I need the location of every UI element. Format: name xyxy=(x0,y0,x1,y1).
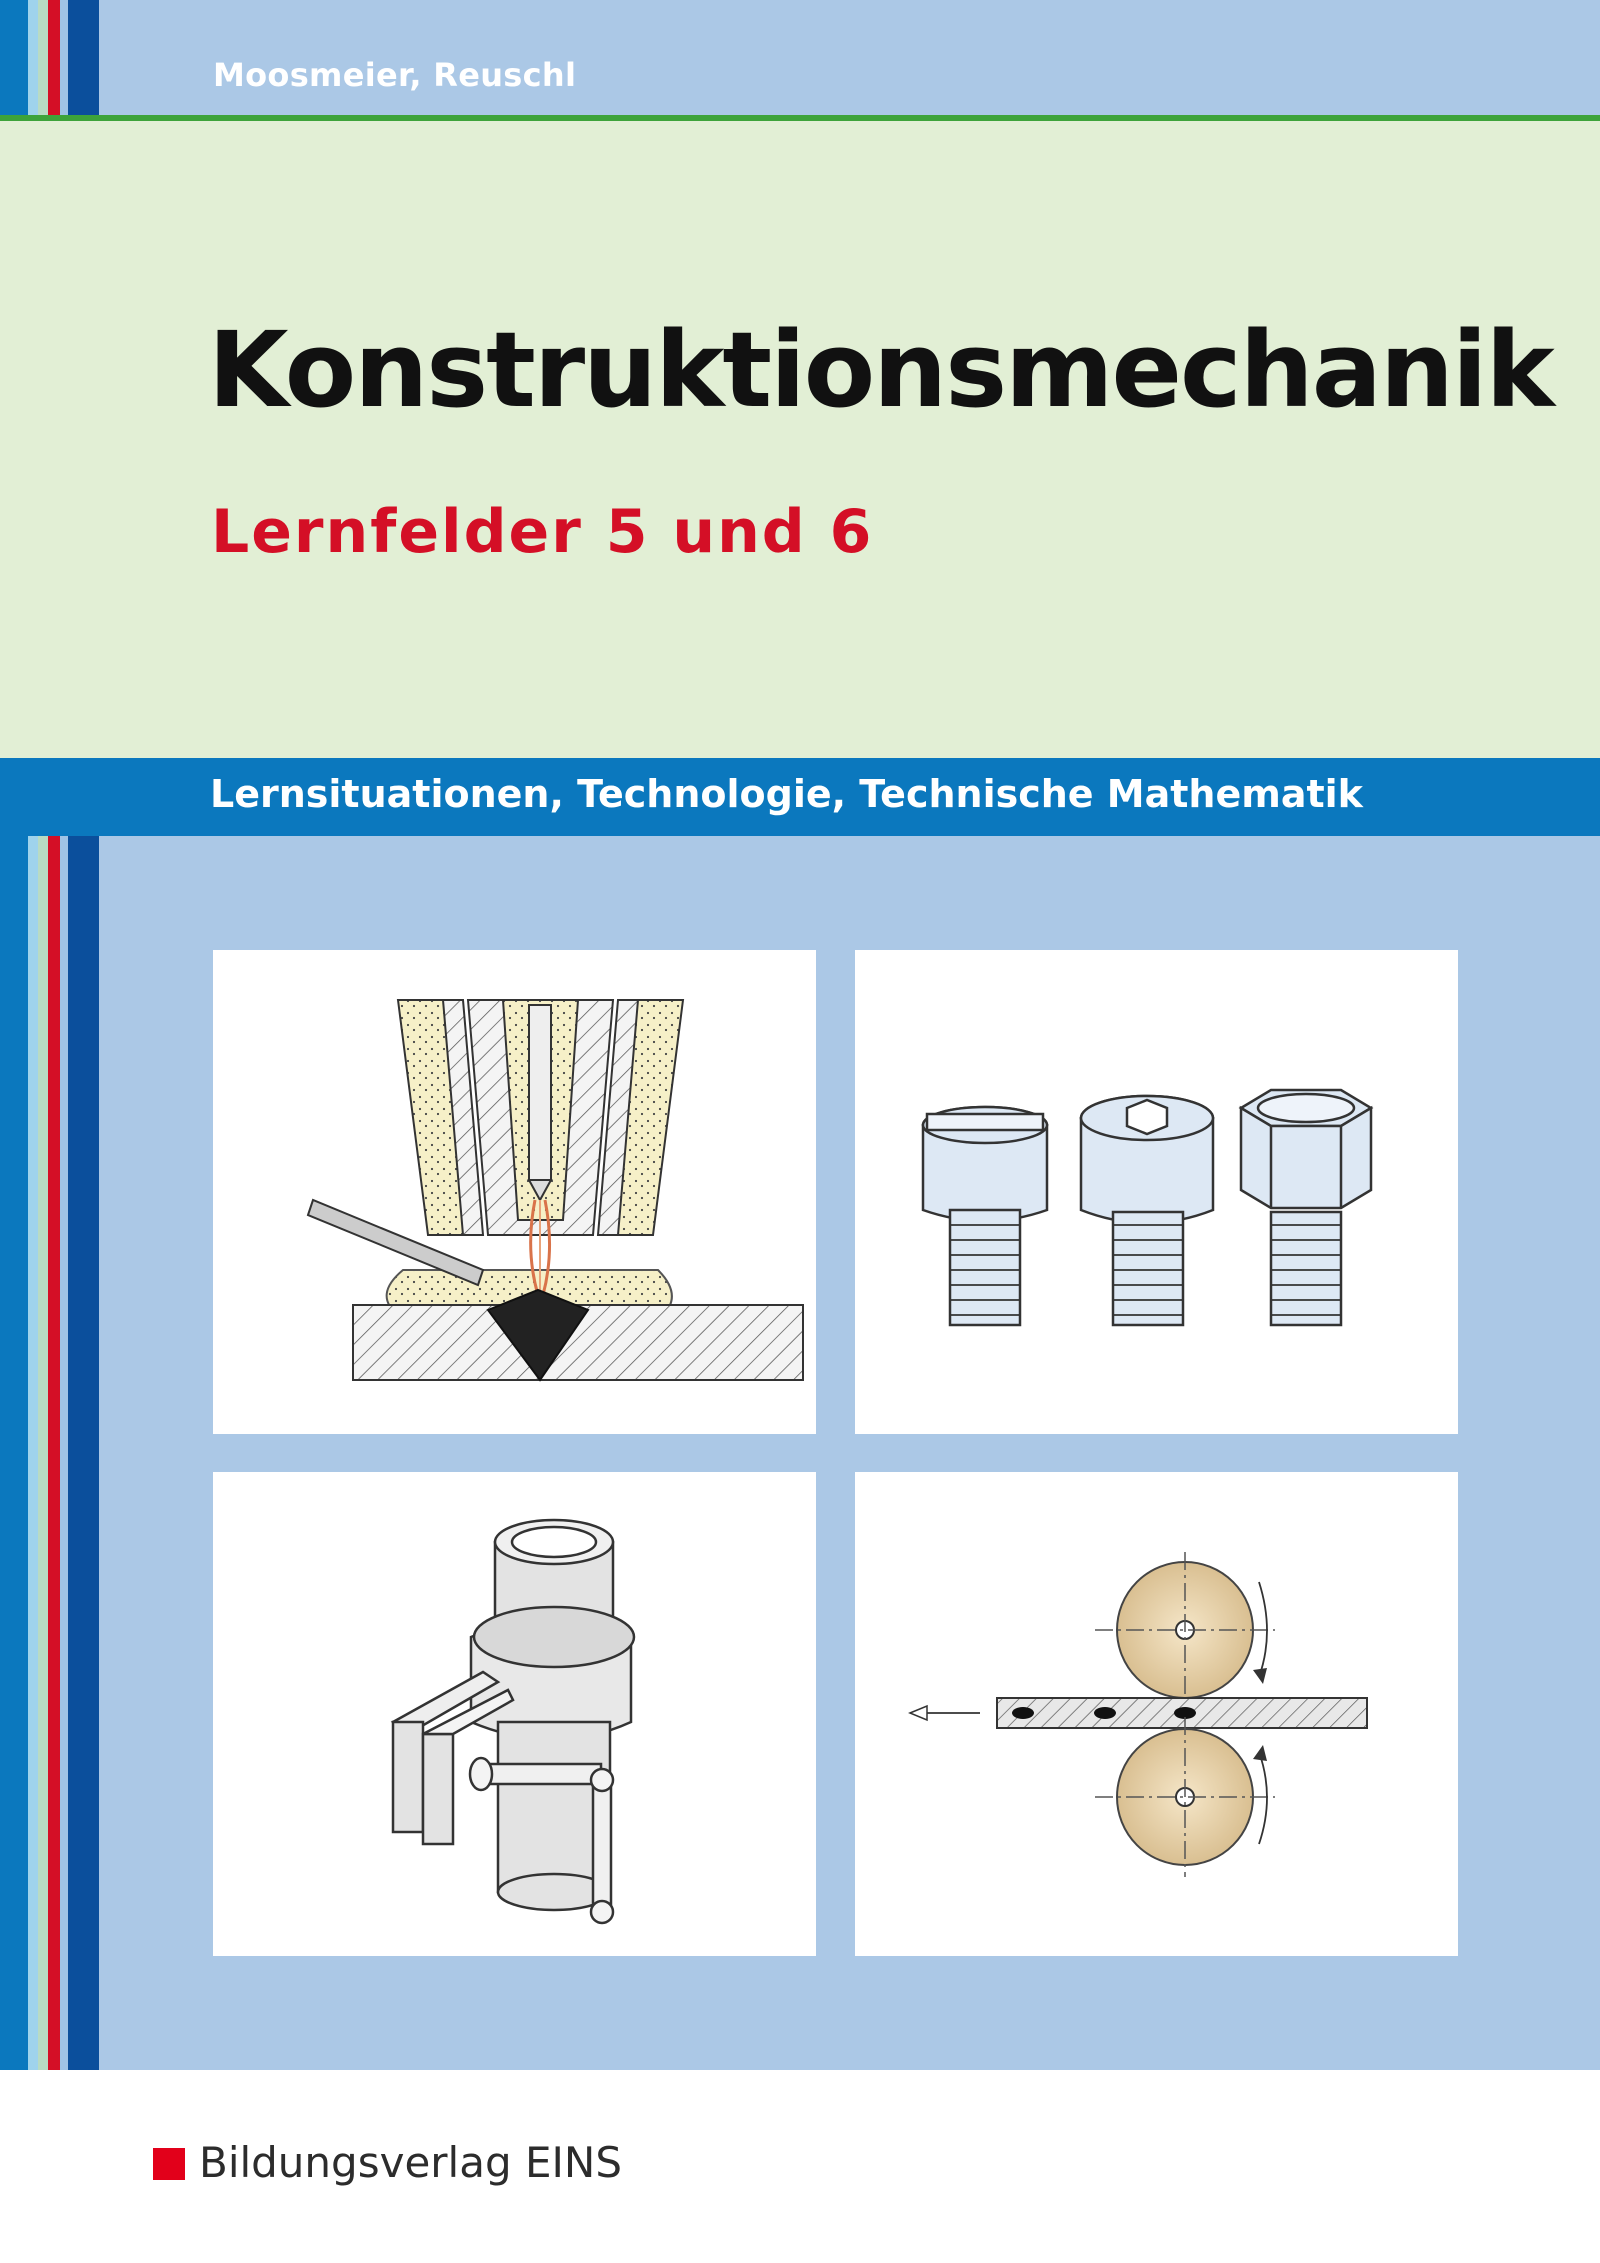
illustration-panel-rolling xyxy=(855,1472,1458,1956)
illustration-panel-screws xyxy=(855,950,1458,1434)
book-subtitle: Lernfelder 5 und 6 xyxy=(211,497,874,567)
book-title: Konstruktionsmechanik xyxy=(208,309,1553,431)
illustration-panel-clamp xyxy=(213,1472,816,1956)
book-tagline: Lernsituationen, Technologie, Technische Mathematik xyxy=(210,772,1363,816)
publisher-logo-icon xyxy=(153,2148,185,2180)
title-area xyxy=(0,121,1600,758)
rolling-mill-icon xyxy=(855,1472,1458,1956)
authors: Moosmeier, Reuschl xyxy=(213,56,577,94)
screw-heads-icon xyxy=(855,950,1458,1434)
welding-cross-section-icon xyxy=(213,950,816,1434)
publisher-name: Bildungsverlag EINS xyxy=(199,2138,622,2187)
pipe-clamp-icon xyxy=(213,1472,816,1956)
illustration-panel-welding xyxy=(213,950,816,1434)
